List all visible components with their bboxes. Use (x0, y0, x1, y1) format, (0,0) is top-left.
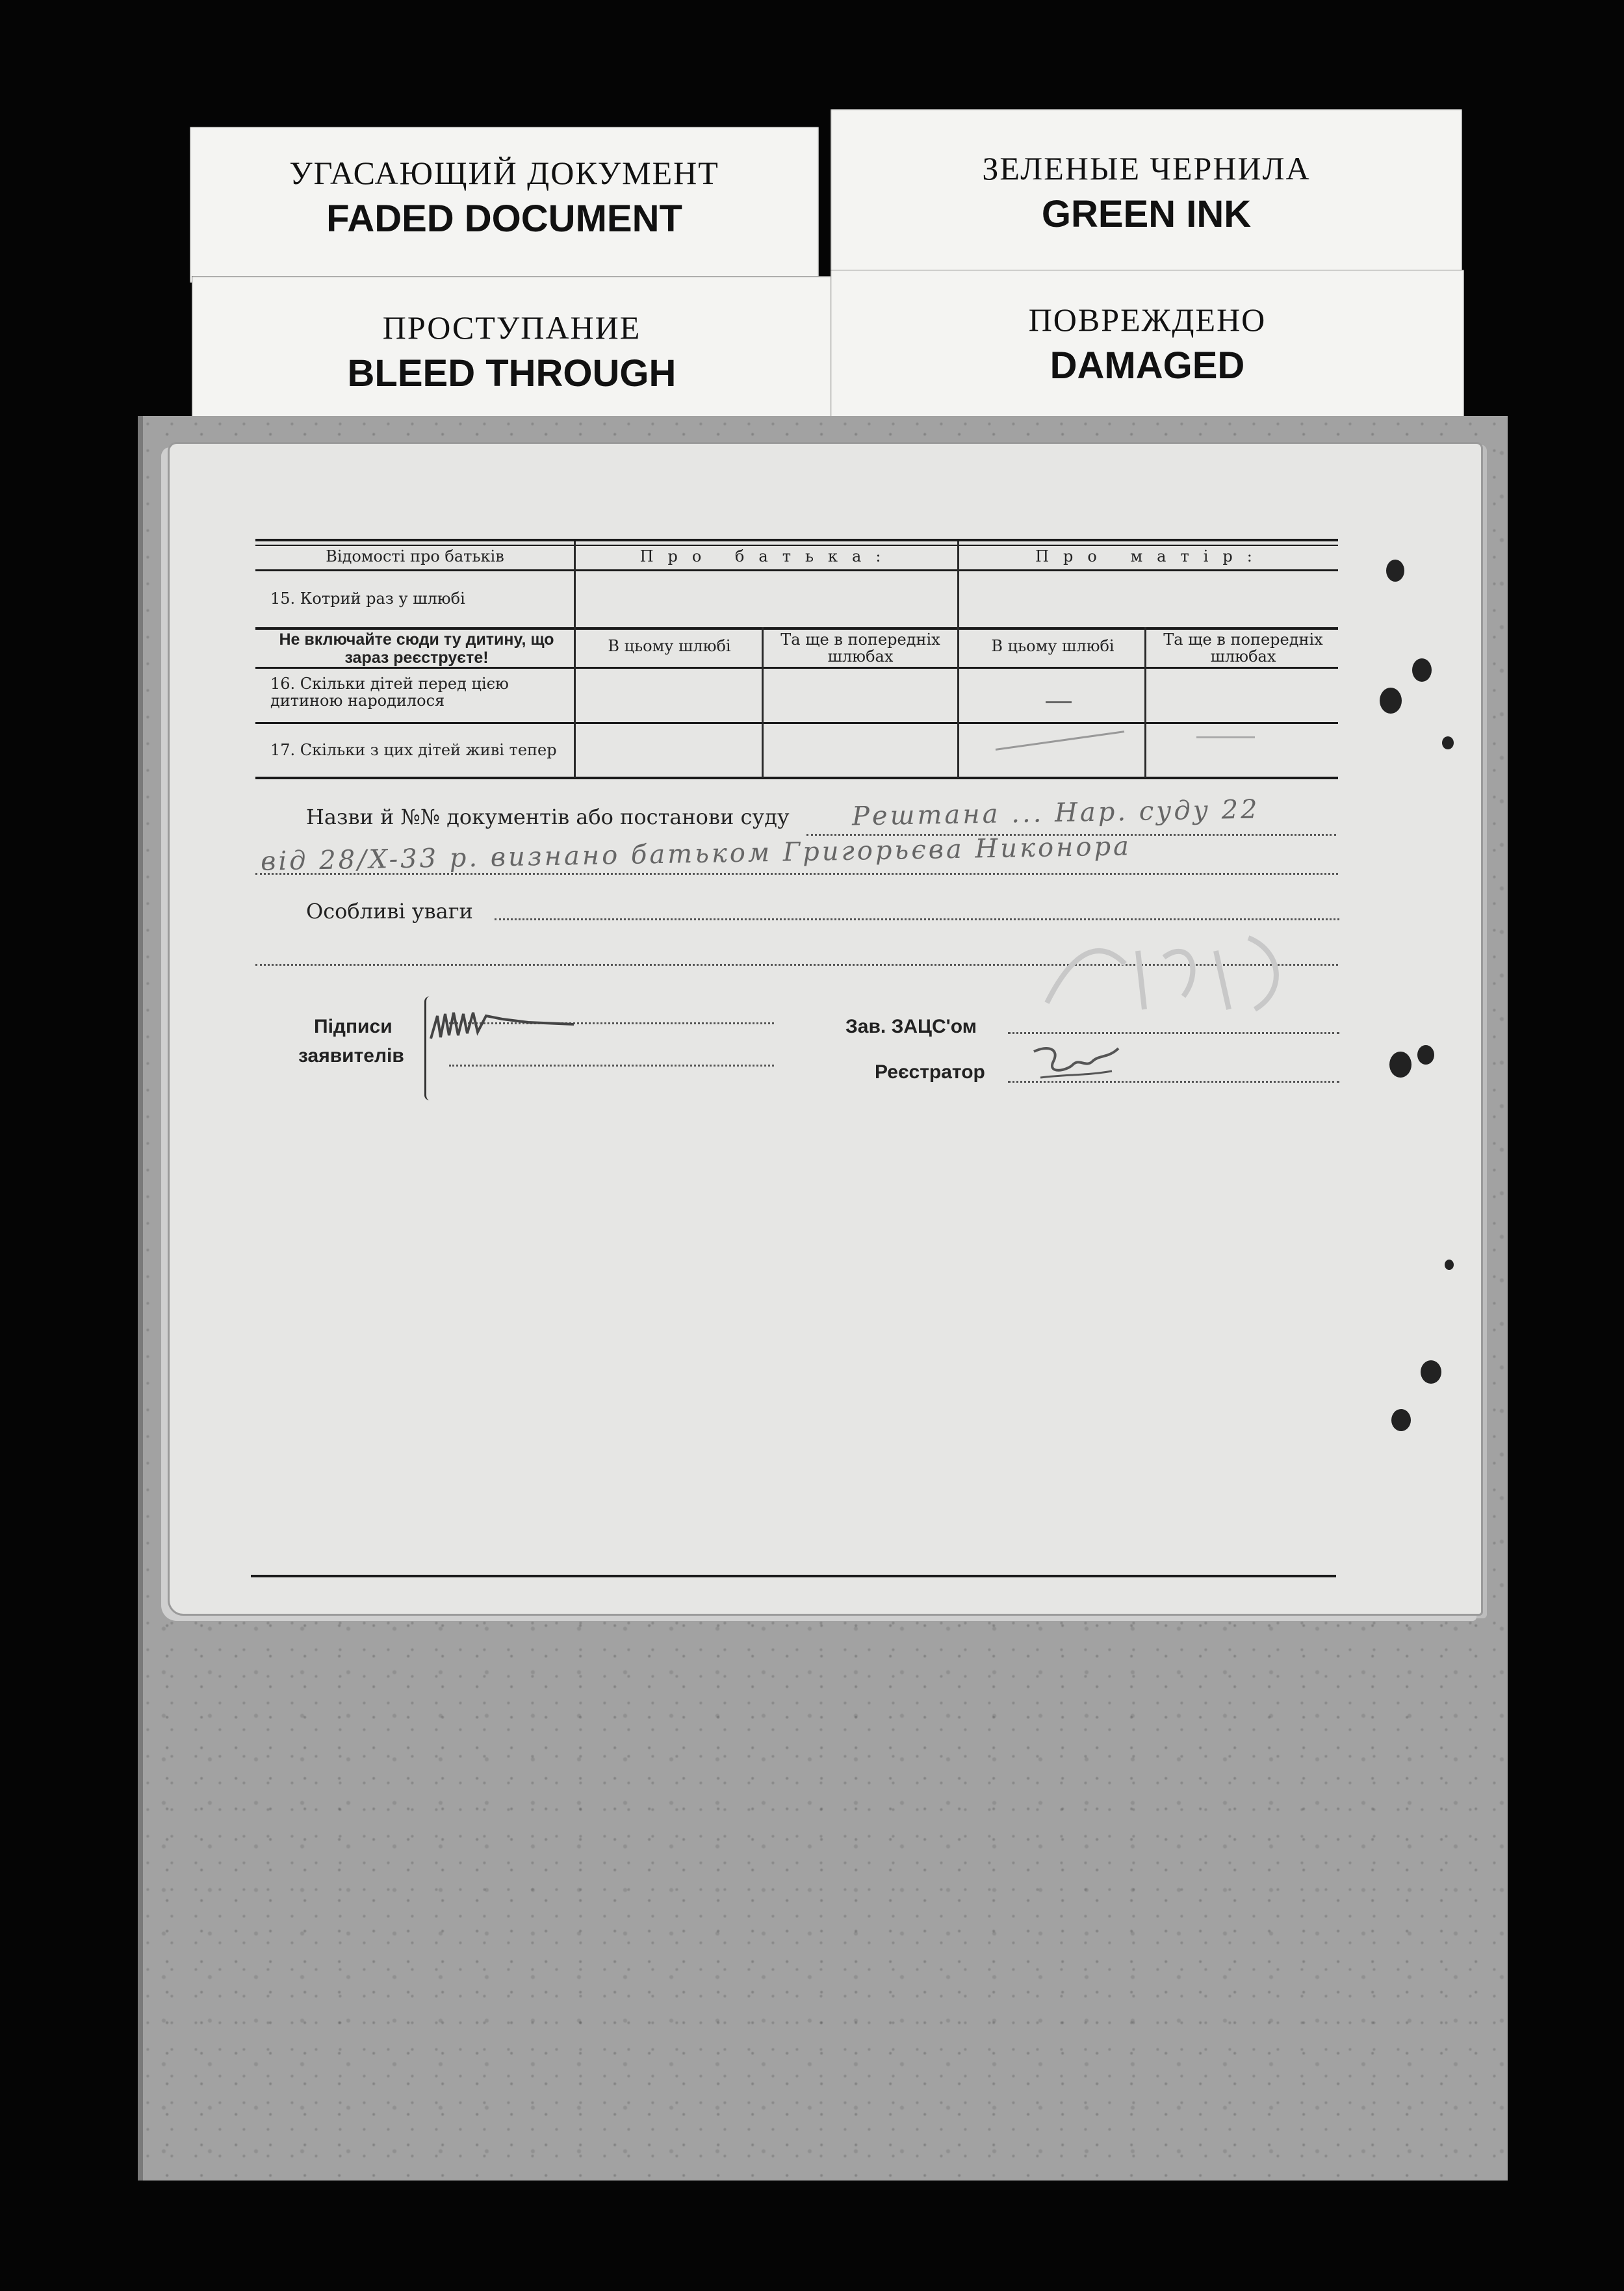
documents-handwriting-1: Рештана ... Нар. суду 22 (851, 794, 1260, 832)
table-note: Не включайте сюди ту дитину, що зараз реєструєте! (279, 630, 554, 667)
table-row17-label: 17. Скільки з цих дітей живі тепер (270, 741, 557, 759)
table-row15-rule (255, 627, 1338, 630)
signature-line-2 (449, 1065, 774, 1067)
table-bottom-rule (255, 777, 1338, 779)
punch-hole-4 (1442, 736, 1454, 749)
table-vline-1 (574, 541, 576, 778)
card-bleed-en: BLEED THROUGH (347, 352, 677, 395)
table-header-rule-1 (255, 545, 1338, 546)
card-damaged (831, 270, 1464, 426)
punch-hole-5 (1389, 1052, 1411, 1078)
punch-hole-1 (1386, 560, 1404, 582)
table-row16-label: 16. Скільки дітей перед цією дитиною народилося (270, 675, 509, 710)
card-faded-document (190, 127, 819, 283)
applicant-signature (424, 1000, 593, 1052)
table-row16-rule (255, 722, 1338, 724)
form-bottom-rule (251, 1575, 1336, 1577)
punch-hole-6 (1417, 1045, 1434, 1065)
table-vline-3 (957, 541, 959, 778)
signatures-label-2: заявителів (298, 1045, 404, 1067)
table-col-previous-father: Та ще в попередніх шлюбах (780, 630, 940, 666)
table-header-mother: Про матір: (1035, 547, 1267, 565)
head-line (1008, 1032, 1339, 1034)
table-note-rule (255, 667, 1338, 669)
form-paper (168, 442, 1483, 1616)
card-faded-en: FADED DOCUMENT (326, 198, 682, 240)
table-header-parents: Відомості про батьків (326, 547, 504, 565)
faint-stamp (1034, 912, 1307, 1029)
table-col-this-marriage-father: В цьому шлюбі (608, 637, 731, 655)
table-row15-label: 15. Котрий раз у шлюбі (270, 589, 465, 608)
table-top-rule (255, 539, 1338, 541)
registrar-label: Реєстратор (875, 1061, 985, 1083)
table-header-father: Про батька: (639, 547, 896, 565)
remarks-label: Особливі уваги (306, 899, 473, 924)
card-green-en: GREEN INK (1041, 193, 1252, 235)
card-bleed-ru: ПРОСТУПАНИЕ (382, 309, 641, 346)
card-faded-ru: УГАСАЮЩИЙ ДОКУМЕНТ (289, 155, 719, 191)
table-col-this-marriage-mother: В цьому шлюбі (991, 637, 1115, 655)
card-green-ru: ЗЕЛЕНЫЕ ЧЕРНИЛА (982, 150, 1311, 187)
table-header-rule-2 (255, 569, 1338, 571)
punch-hole-7 (1421, 1360, 1441, 1384)
punch-hole-2 (1380, 688, 1402, 714)
table-vline-2 (762, 627, 764, 778)
card-bleed-through (192, 276, 832, 426)
card-damaged-en: DAMAGED (1050, 344, 1245, 387)
table-col-previous-mother: Та ще в попередніх шлюбах (1163, 630, 1323, 666)
cell-mark-dash (1046, 701, 1072, 703)
documents-label: Назви й №№ документів або постанови суду (306, 805, 790, 829)
head-label: Зав. ЗАЦС'ом (845, 1016, 977, 1037)
table-vline-4 (1144, 627, 1146, 778)
punch-hole-8 (1391, 1409, 1411, 1431)
signatures-label-1: Підписи (314, 1016, 393, 1037)
card-green-ink (831, 109, 1462, 279)
card-damaged-ru: ПОВРЕЖДЕНО (1028, 302, 1267, 338)
documents-handwriting-2: від 28/X-33 р. визнано батьком Григорьєва Никонора (260, 831, 1132, 877)
cell-mark-stroke (996, 731, 1124, 751)
cell-mark-stroke-2 (1196, 736, 1255, 738)
registrar-signature (1027, 1035, 1131, 1094)
punch-hole-9 (1445, 1260, 1454, 1270)
punch-hole-3 (1412, 658, 1432, 682)
